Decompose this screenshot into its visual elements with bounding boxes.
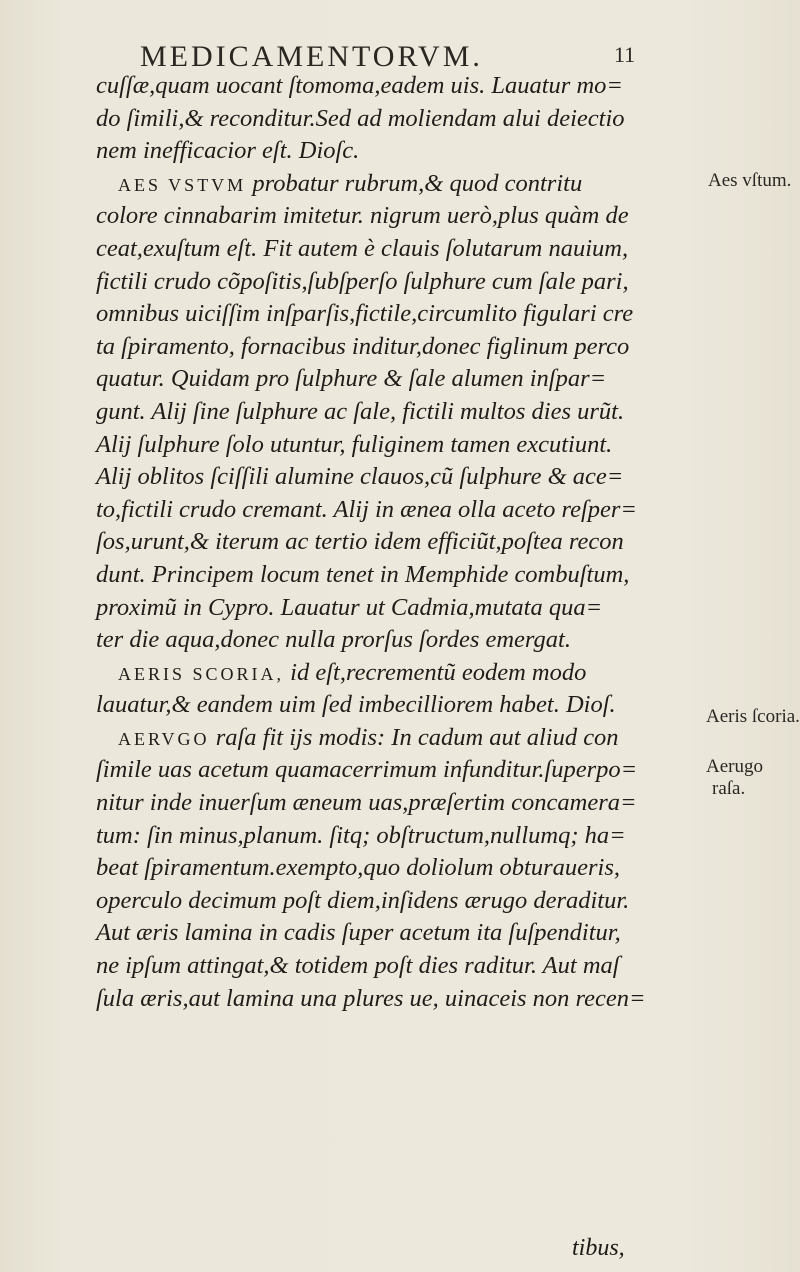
text-line: colore cinnabarim imitetur. nigrum uerò,plus quàm de — [96, 202, 629, 230]
section-head-aes-ustum: AES VSTVM — [118, 174, 247, 195]
margin-note-rasa: raſa. — [712, 778, 746, 799]
text-line: ceat,exuſtum eſt. Fit autem è clauis ſolutarum nauium, — [96, 234, 629, 262]
section-text: raſa fit ijs modis: In cadum aut aliud con — [209, 723, 619, 751]
text-line: ſula æris,aut lamina una plures ue, uinaceis non recen= — [96, 984, 646, 1012]
text-line: tum: ſin minus,planum. ſitq; obſtructum,nullumq; ha= — [96, 821, 626, 849]
text-line: to,fictili crudo cremant. Alij in ænea olla aceto reſper= — [96, 495, 637, 523]
text-line: quatur. Quidam pro ſulphure & ſale alumen inſpar= — [96, 365, 607, 393]
section-line-aeris-scoria — [96, 657, 696, 690]
main-text-block — [96, 70, 696, 1015]
text-line: gunt. Alij ſine ſulphure ac ſale, fictili multos dies urũt. — [96, 397, 625, 425]
section-text: probatur rubrum,& quod contritu — [246, 169, 583, 197]
section-head-aerugo: AERVGO — [118, 728, 210, 749]
text-line: beat ſpiramentum.exempto,quo doliolum obturaueris, — [96, 854, 620, 882]
text-line: dunt. Principem locum tenet in Memphide combuſtum, — [96, 560, 630, 588]
text-line: Alij ſulphure ſolo utuntur, fuliginem tamen excutiunt. — [96, 430, 613, 458]
margin-note-aerugo: Aerugo — [706, 756, 763, 777]
page-number: 11 — [614, 42, 636, 67]
section-line-aes-ustum — [96, 168, 696, 201]
text-line: operculo decimum poſt diem,inſidens ærugo deraditur. — [96, 886, 630, 914]
catchword: tibus, — [572, 1235, 625, 1261]
margin-note-aes-ustum: Aes vſtum. — [708, 170, 792, 191]
text-line: ta ſpiramento, fornacibus inditur,donec figlinum perco — [96, 332, 630, 360]
text-line: ſimile uas acetum quamacerrimum infunditur.ſuperpo= — [96, 756, 638, 784]
text-line: do ſimili,& reconditur.Sed ad moliendam alui deiectio — [96, 104, 625, 132]
text-line: ſos,urunt,& iterum ac tertio idem efficiũt,poſtea recon — [96, 528, 624, 556]
running-header: MEDICAMENTORVM. — [140, 40, 483, 73]
text-line: ter die aqua,donec nulla prorſus ſordes emergat. — [96, 626, 571, 654]
text-line: lauatur,& eandem uim ſed imbecilliorem habet. Dioſ. — [96, 691, 616, 719]
section-head-aeris-scoria: AERIS SCORIA, — [118, 663, 285, 684]
text-line: proximũ in Cypro. Lauatur ut Cadmia,mutata qua= — [96, 593, 603, 621]
text-line: ne ipſum attingat,& totidem poſt dies raditur. Aut maſ — [96, 952, 620, 980]
text-line: nitur inde inuerſum æneum uas,præſertim concamera= — [96, 789, 637, 817]
margin-note-aeris-scoria: Aeris ſcoria. — [706, 706, 800, 727]
text-line: nem inefficacior eſt. Dioſc. — [96, 137, 360, 165]
text-line: fictili crudo cõpoſitis,ſubſperſo ſulphure cum ſale pari, — [96, 267, 629, 295]
text-line: omnibus uiciſſim inſparſis,fictile,circumlito figulari cre — [96, 300, 634, 328]
section-text: id eſt,recrementũ eodem modo — [284, 658, 587, 686]
text-line: cuſſæ,quam uocant ſtomoma,eadem uis. Lauatur mo= — [96, 72, 623, 99]
text-line: Aut æris lamina in cadis ſuper acetum ita ſuſpenditur, — [96, 919, 621, 947]
section-line-aerugo — [96, 722, 696, 755]
text-line: Alij oblitos ſciſſili alumine clauos,cũ ſulphure & ace= — [96, 463, 624, 491]
